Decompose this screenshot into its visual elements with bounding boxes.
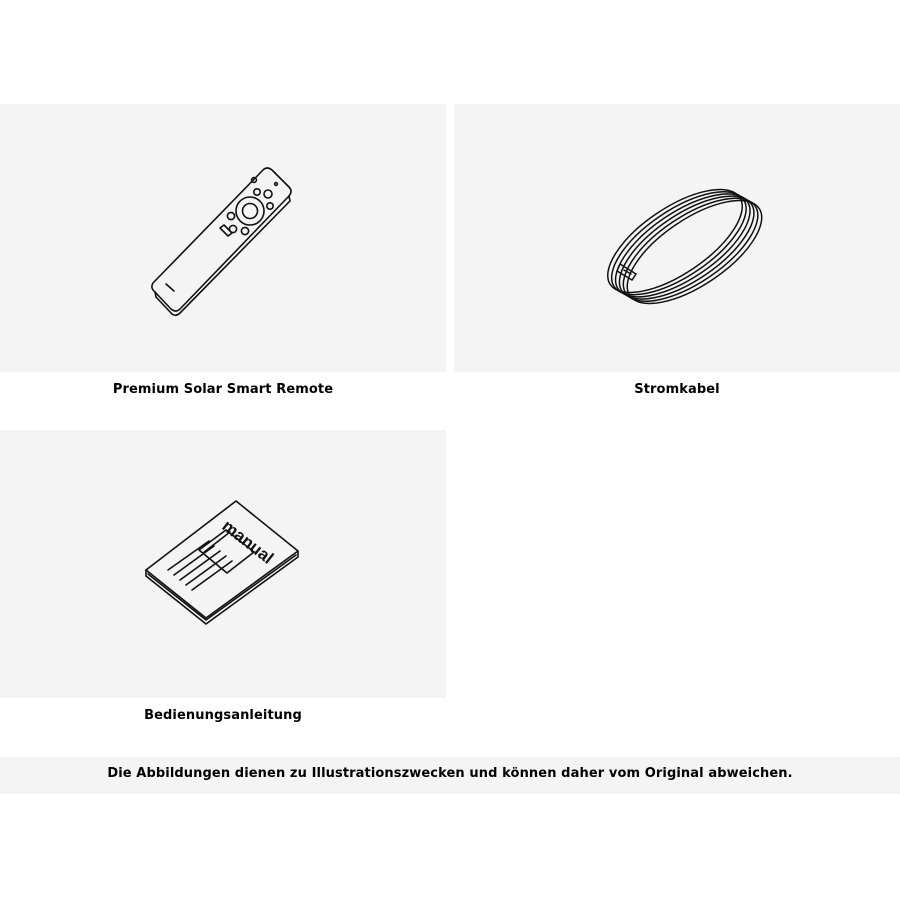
manual-booklet-icon — [0, 430, 446, 698]
accessory-tile-manual — [0, 430, 446, 698]
accessory-tile-cable — [454, 104, 900, 372]
manual-cover-text: manual — [218, 516, 278, 568]
caption-manual: Bedienungsanleitung — [144, 708, 302, 723]
caption-cable: Stromkabel — [634, 382, 720, 397]
disclaimer-text: Die Abbildungen dienen zu Illustrationszwecken und können daher vom Original abweichen. — [107, 766, 793, 781]
remote-control-icon — [0, 104, 446, 372]
power-cable-icon — [454, 104, 900, 372]
caption-remote: Premium Solar Smart Remote — [112, 382, 334, 397]
accessory-tile-remote — [0, 104, 446, 372]
